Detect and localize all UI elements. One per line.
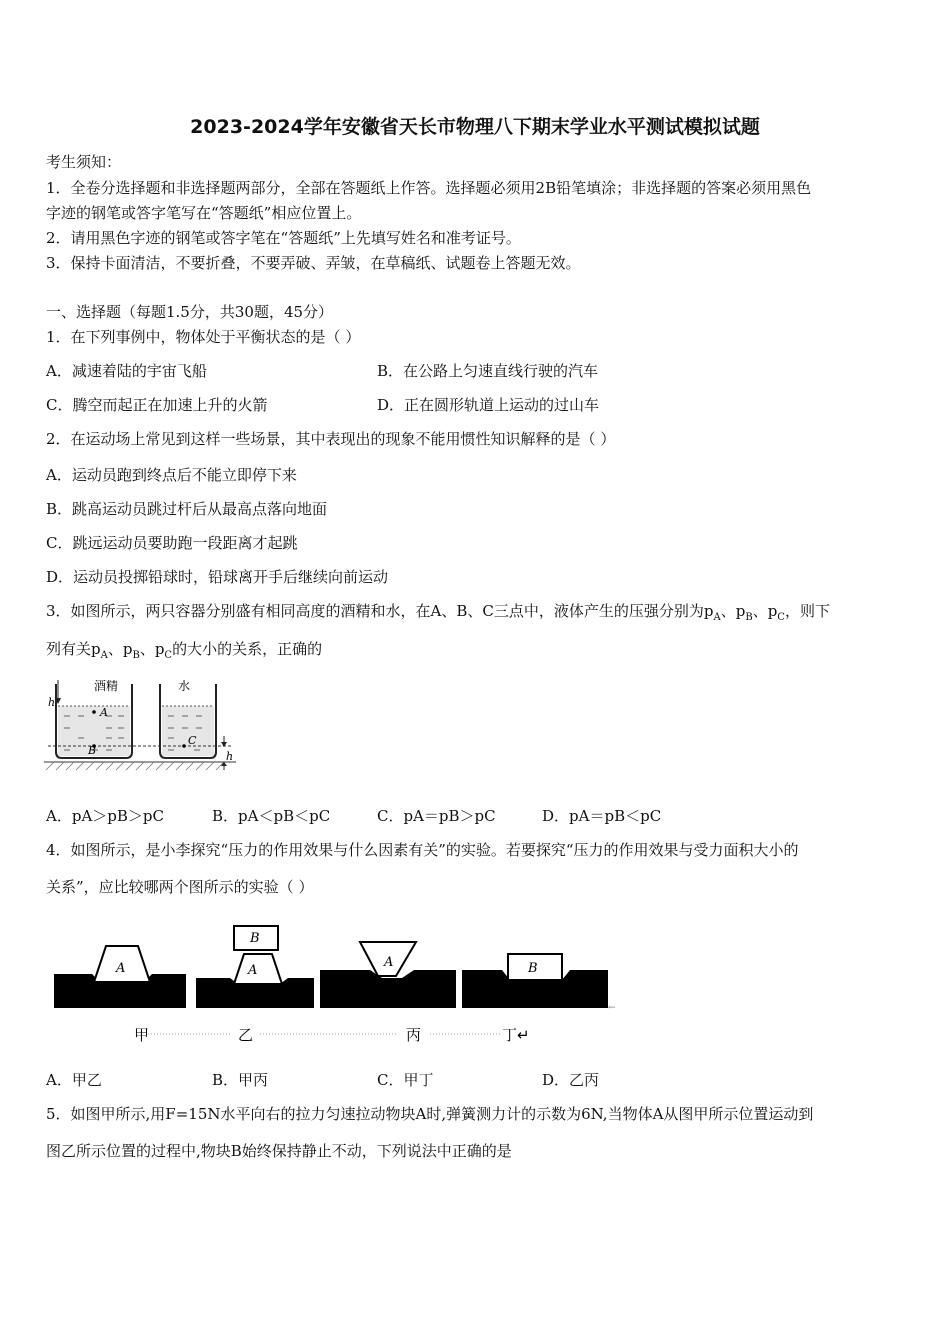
- q2-option-d: D．运动员投掷铅球时，铅球离开手后继续向前运动: [46, 568, 389, 586]
- q4-option-b: B．甲丙: [212, 1071, 269, 1089]
- q2-option-a: A．运动员跑到终点后不能立即停下来: [46, 466, 297, 484]
- q1-option-c: C．腾空而起正在加速上升的火箭: [46, 396, 268, 414]
- page-title: 2023-2024学年安徽省天长市物理八下期末学业水平测试模拟试题: [190, 116, 760, 138]
- figure-labels-row: [130, 1024, 550, 1048]
- notice-heading: 考生须知：: [46, 153, 122, 171]
- label-alcohol: 酒精: [94, 679, 119, 693]
- section-heading: 一、选择题（每题1.5分，共30题，45分）: [46, 303, 334, 321]
- fig-label-ding: 丁↵: [502, 1026, 530, 1044]
- q3-option-d: D．pA＝pB＜pC: [542, 807, 662, 825]
- question-4-line1: 4．如图所示，是小李探究“压力的作用效果与什么因素有关”的实验。若要探究“压力的作用效果与受力面积大小的: [46, 841, 799, 859]
- h-label-left: h: [48, 696, 56, 709]
- question-4-line2: 关系”，应比较哪两个图所示的实验（ ）: [46, 878, 314, 896]
- notice-item: 3．保持卡面清洁，不要折叠，不要弄破、弄皱，在草稿纸、试题卷上答题无效。: [46, 254, 581, 272]
- fig-label-jia: 甲: [134, 1026, 150, 1044]
- label-water: 水: [178, 679, 191, 693]
- fig-label-yi: 乙: [238, 1026, 254, 1044]
- fig-label-bing: 丙: [406, 1026, 422, 1044]
- containers-figure: [44, 676, 236, 772]
- question-1-stem: 1．在下列事例中，物体处于平衡状态的是（ ）: [46, 328, 361, 346]
- q4-option-d: D．乙丙: [542, 1071, 600, 1089]
- question-2-stem: 2．在运动场上常见到这样一些场景，其中表现出的现象不能用惯性知识解释的是（ ）: [46, 430, 616, 448]
- point-c-label: C: [188, 734, 197, 747]
- q4-option-c: C．甲丁: [377, 1071, 434, 1089]
- q3-option-c: C．pA＝pB＞pC: [377, 807, 496, 825]
- q3-option-b: B．pA＜pB＜pC: [212, 807, 331, 825]
- question-3-line1: 3．如图所示，两只容器分别盛有相同高度的酒精和水，在A、B、C三点中，液体产生的压强分别为$p_A$、$p_B$、$p_C$，则下: [46, 602, 830, 623]
- notice-item: 1．全卷分选择题和非选择题两部分，全部在答题纸上作答。选择题必须用2B铅笔填涂；非选择题的答案必须用黑色: [46, 179, 812, 197]
- q4-option-a: A．甲乙: [46, 1071, 102, 1089]
- notice-item: 字迹的钢笔或答字笔写在“答题纸”相应位置上。: [46, 204, 362, 222]
- block-a-yi: A: [248, 963, 258, 978]
- block-a-bing: A: [384, 955, 394, 970]
- block-b-yi: B: [250, 931, 260, 946]
- q2-option-b: B．跳高运动员跳过杆后从最高点落向地面: [46, 500, 328, 518]
- block-a-jia: A: [116, 961, 126, 976]
- question-3-line2: 列有关$p_A$、$p_B$、$p_C$的大小的关系，正确的: [46, 640, 323, 661]
- point-a-label: A: [100, 706, 108, 719]
- q1-option-b: B．在公路上匀速直线行驶的汽车: [377, 362, 599, 380]
- pressure-experiment-figure: [52, 922, 622, 1012]
- h-label-right: h: [226, 750, 234, 763]
- notice-item: 2．请用黑色字迹的钢笔或答字笔在“答题纸”上先填写姓名和准考证号。: [46, 229, 521, 247]
- svg-text:←: ←: [608, 1003, 616, 1012]
- point-b-label: B: [88, 744, 97, 757]
- block-b-ding: B: [528, 961, 538, 976]
- question-5-line1: 5．如图甲所示,用F=15N水平向右的拉力匀速拉动物块A时,弹簧测力计的示数为6N,当物体A从图甲所示位置运动到: [46, 1105, 814, 1123]
- q3-option-a: A．pA＞pB＞pC: [46, 807, 164, 825]
- q2-option-c: C．跳远运动员要助跑一段距离才起跳: [46, 534, 298, 552]
- question-5-line2: 图乙所示位置的过程中,物块B始终保持静止不动，下列说法中正确的是: [46, 1142, 512, 1160]
- q1-option-a: A．减速着陆的宇宙飞船: [46, 362, 207, 380]
- q1-option-d: D．正在圆形轨道上运动的过山车: [377, 396, 600, 414]
